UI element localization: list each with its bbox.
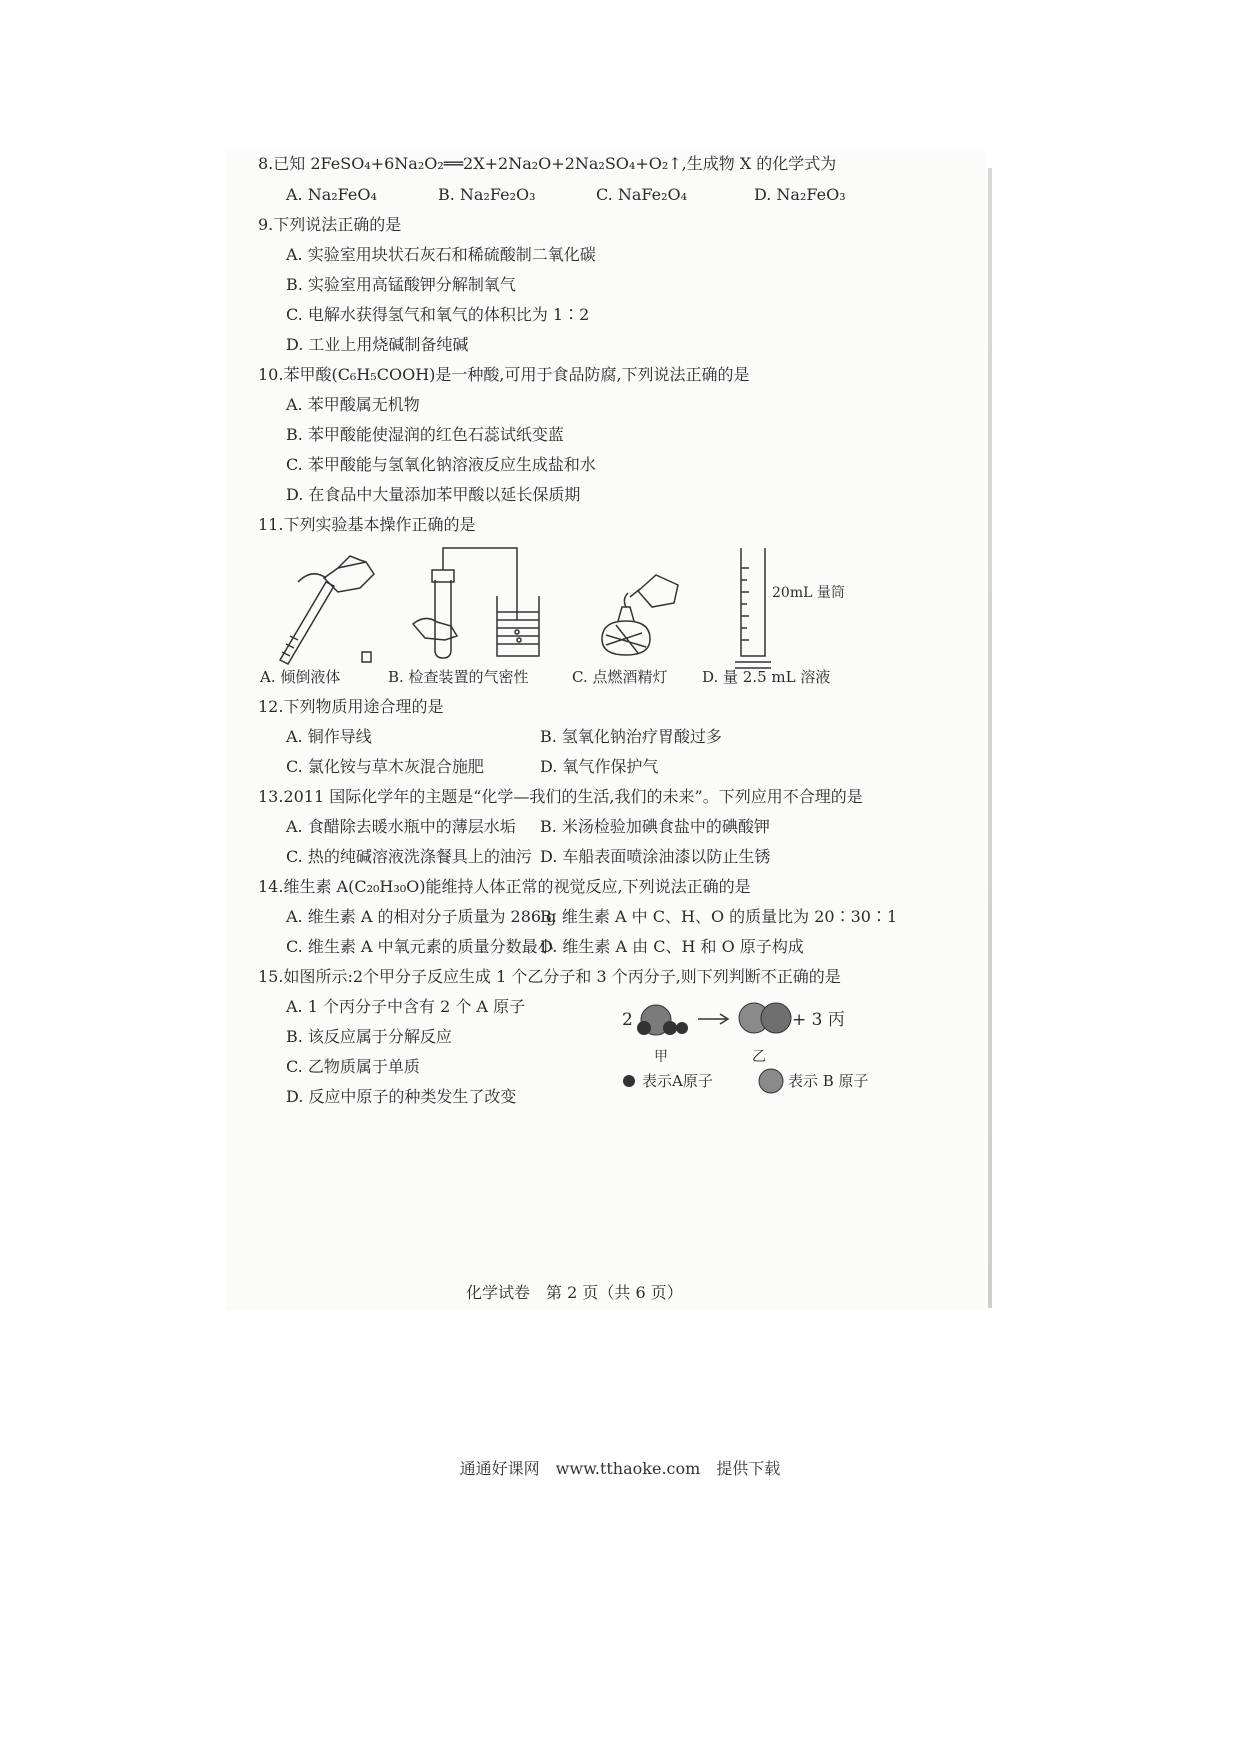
q10-option-d: D. 在食品中大量添加苯甲酸以延长保质期	[286, 485, 581, 504]
q9-option-b: B. 实验室用高锰酸钾分解制氧气	[286, 275, 516, 294]
q11-option-d: D. 量 2.5 mL 溶液	[702, 668, 831, 686]
q14-option-a: A. 维生素 A 的相对分子质量为 286 g	[286, 907, 557, 926]
q8-option-d: D. Na₂FeO₃	[754, 185, 846, 204]
q12-stem: 12.下列物质用途合理的是	[258, 697, 444, 716]
molecule-jia-icon	[636, 998, 692, 1038]
q10-option-b: B. 苯甲酸能使湿润的红色石蕊试纸变蓝	[286, 425, 564, 444]
q8-option-b: B. Na₂Fe₂O₃	[438, 185, 536, 204]
q9-option-a: A. 实验室用块状石灰石和稀硫酸制二氧化碳	[286, 245, 596, 264]
q12-option-d: D. 氧气作保护气	[540, 757, 659, 776]
q15-option-b: B. 该反应属于分解反应	[286, 1027, 452, 1046]
atom-a-icon	[622, 1074, 636, 1088]
q8-option-c: C. NaFe₂O₄	[596, 185, 688, 204]
q13-option-c: C. 热的纯碱溶液洗涤餐具上的油污	[286, 847, 532, 866]
q14-option-d: D. 维生素 A 由 C、H 和 O 原子构成	[540, 937, 804, 956]
q14-stem: 14.维生素 A(C₂₀H₃₀O)能维持人体正常的视觉反应,下列说法正确的是	[258, 877, 751, 896]
graduated-cylinder-figure	[733, 544, 773, 670]
arrow-icon	[696, 1012, 732, 1026]
label-jia: 甲	[654, 1049, 668, 1065]
airtight-check-figure	[405, 540, 555, 668]
page-edge	[988, 168, 992, 1308]
q15-option-a: A. 1 个丙分子中含有 2 个 A 原子	[286, 997, 526, 1016]
q10-option-a: A. 苯甲酸属无机物	[286, 395, 420, 414]
q14-option-b: B. 维生素 A 中 C、H、O 的质量比为 20∶30∶1	[540, 907, 898, 926]
q9-option-d: D. 工业上用烧碱制备纯碱	[286, 335, 469, 354]
legend-atom-b: 表示 B 原子	[788, 1072, 869, 1090]
site-footer: 通通好课网 www.tthaoke.com 提供下载	[459, 1459, 781, 1478]
q12-option-a: A. 铜作导线	[286, 727, 372, 746]
legend-atom-a: 表示A原子	[642, 1072, 713, 1090]
product-plus-bing: + 3 丙	[792, 1010, 845, 1030]
q8-stem: 8.已知 2FeSO₄+6Na₂O₂══2X+2Na₂O+2Na₂SO₄+O₂↑,生成物 X 的化学式为	[258, 154, 837, 173]
q13-option-b: B. 米汤检验加碘食盐中的碘酸钾	[540, 817, 770, 836]
label-yi: 乙	[752, 1049, 766, 1065]
atom-b-icon	[758, 1068, 784, 1094]
q10-option-c: C. 苯甲酸能与氢氧化钠溶液反应生成盐和水	[286, 455, 596, 474]
q8-option-a: A. Na₂FeO₄	[286, 185, 377, 204]
q11-option-b: B. 检查装置的气密性	[388, 668, 529, 686]
q11-option-c: C. 点燃酒精灯	[572, 668, 668, 686]
cylinder-label: 20mL 量筒	[772, 585, 845, 601]
molecule-yi-icon	[736, 1000, 796, 1036]
q13-stem: 13.2011 国际化学年的主题是“化学—我们的生活,我们的未来”。下列应用不合理的是	[258, 787, 863, 806]
q14-option-c: C. 维生素 A 中氧元素的质量分数最小	[286, 937, 554, 956]
q13-option-a: A. 食醋除去暖水瓶中的薄层水垢	[286, 817, 516, 836]
q12-option-b: B. 氢氧化钠治疗胃酸过多	[540, 727, 722, 746]
q11-option-a: A. 倾倒液体	[260, 668, 341, 686]
q15-option-d: D. 反应中原子的种类发生了改变	[286, 1087, 517, 1106]
q11-stem: 11.下列实验基本操作正确的是	[258, 515, 476, 534]
q9-option-c: C. 电解水获得氢气和氧气的体积比为 1∶2	[286, 305, 590, 324]
page-number-label: 化学试卷 第 2 页（共 6 页）	[466, 1283, 683, 1302]
q15-stem: 15.如图所示:2个甲分子反应生成 1 个乙分子和 3 个丙分子,则下列判断不正确的是	[258, 967, 841, 986]
alcohol-lamp-figure	[586, 555, 696, 665]
q15-option-c: C. 乙物质属于单质	[286, 1057, 420, 1076]
q9-stem: 9.下列说法正确的是	[258, 215, 402, 234]
q12-option-c: C. 氯化铵与草木灰混合施肥	[286, 757, 484, 776]
pouring-liquid-figure	[268, 548, 388, 668]
q13-option-d: D. 车船表面喷涂油漆以防止生锈	[540, 847, 771, 866]
reactant-coefficient: 2	[622, 1010, 633, 1030]
q10-stem: 10.苯甲酸(C₆H₅COOH)是一种酸,可用于食品防腐,下列说法正确的是	[258, 365, 750, 384]
